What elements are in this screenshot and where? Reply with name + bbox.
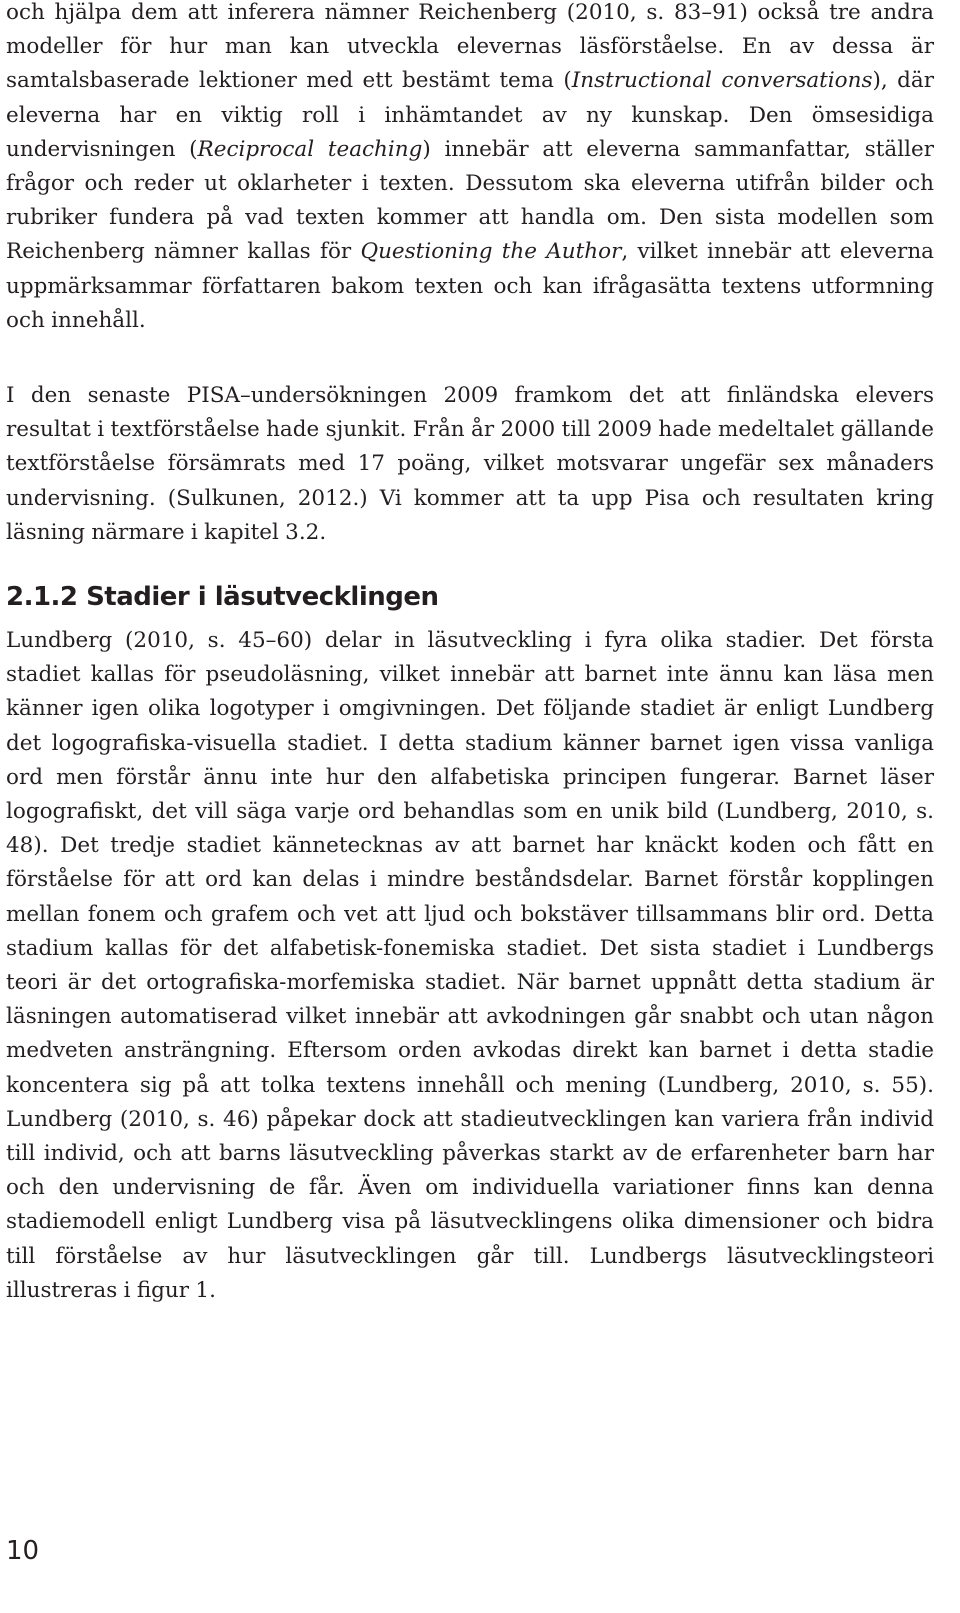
page-number: 10 — [6, 1536, 40, 1566]
italic-term-instructional-conversations: Instructional conversations — [571, 68, 873, 94]
paragraph-reichenberg-models — [6, 0, 934, 338]
italic-term-questioning-the-author: Questioning the Author — [360, 239, 622, 265]
paragraph-text: ) innebär att eleverna sammanfattar, ställer frågor och reder ut oklarheter i texten. Dessutom ska eleverna utifrån bilder och rubriker fundera på vad texten kommer att handla om. Den sista modellen som Reichenberg nämner kallas för — [6, 136, 934, 265]
section-heading: 2.1.2 Stadier i läsutvecklingen — [6, 582, 439, 612]
paragraph-pisa-results: I den senaste PISA–undersökningen 2009 framkom det att finländska elevers resultat i textförståelse hade sjunkit. Från år 2000 till 2009 hade medeltalet gällande textförståelse försämrats med 17 poäng, vilket motsvarar ungefär sex månaders undervisning. (Sulkunen, 2012.) Vi kommer att ta upp Pisa och resultaten kring läsning närmare i kapitel 3.2. — [6, 383, 934, 545]
paragraph-text: ), där eleverna har en viktig roll i inhämtandet av ny kunskap. Den ömsesidiga undervisningen ( — [6, 68, 935, 162]
italic-term-reciprocal-teaching: Reciprocal teaching — [197, 136, 423, 162]
paragraph-text: och hjälpa dem att inferera nämner Reichenberg (2010, s. 83–91) också tre andra modeller för hur man kan utveckla elevernas läsförståelse. En av dessa är samtalsbaserade lektioner med ett bestämt tema ( — [6, 0, 934, 94]
paragraph-text: , vilket innebär att eleverna uppmärksammar författaren bakom texten och kan ifrågasätta textens utformning och innehåll. — [6, 239, 934, 333]
paragraph-reading-stages: Lundberg (2010, s. 45–60) delar in läsutveckling i fyra olika stadier. Det första stadiet kallas för pseudoläsning, vilket innebär att barnet inte ännu kan läsa men känner igen olika logotyper i omgivningen. Det följande stadiet är enligt Lundberg det logografiska-visuella stadiet. I detta stadium känner barnet igen vissa vanliga ord men förstår ännu inte hur den alfabetiska principen fungerar. Barnet läser logografiskt, det vill säga varje ord behandlas som en unik bild (Lundberg, 2010, s. 48). Det tredje stadiet kännetecknas av att barnet har knäckt koden och fått en förståelse för att ord kan delas i mindre beståndsdelar. Barnet förstår kopplingen mellan fonem och grafem och vet att ljud och bokstäver tillsammans blir ord. Detta stadium kallas för det alfabetisk-fonemiska stadiet. Det sista stadiet i Lundbergs teori är det ortografiska-morfemiska stadiet. När barnet uppnått detta stadium är läsningen automatiserad vilket innebär att avkodningen går snabbt och utan någon medveten ansträngning. Eftersom orden avkodas direkt kan barnet i detta stadie koncentera sig på att tolka textens innehåll och mening (Lundberg, 2010, s. 55). Lundberg (2010, s. 46) påpekar dock att stadieutvecklingen kan variera från individ till individ, och att barns läsutveckling påverkas starkt av de erfarenheter barn har och den undervisning de får. Även om individuella variationer finns kan denna stadiemodell enligt Lundberg visa på läsutvecklingens olika dimensioner och bidra till förståelse av hur läsutvecklingen går till. Lundbergs läsutvecklingsteori illustreras i figur 1. — [6, 628, 934, 1303]
